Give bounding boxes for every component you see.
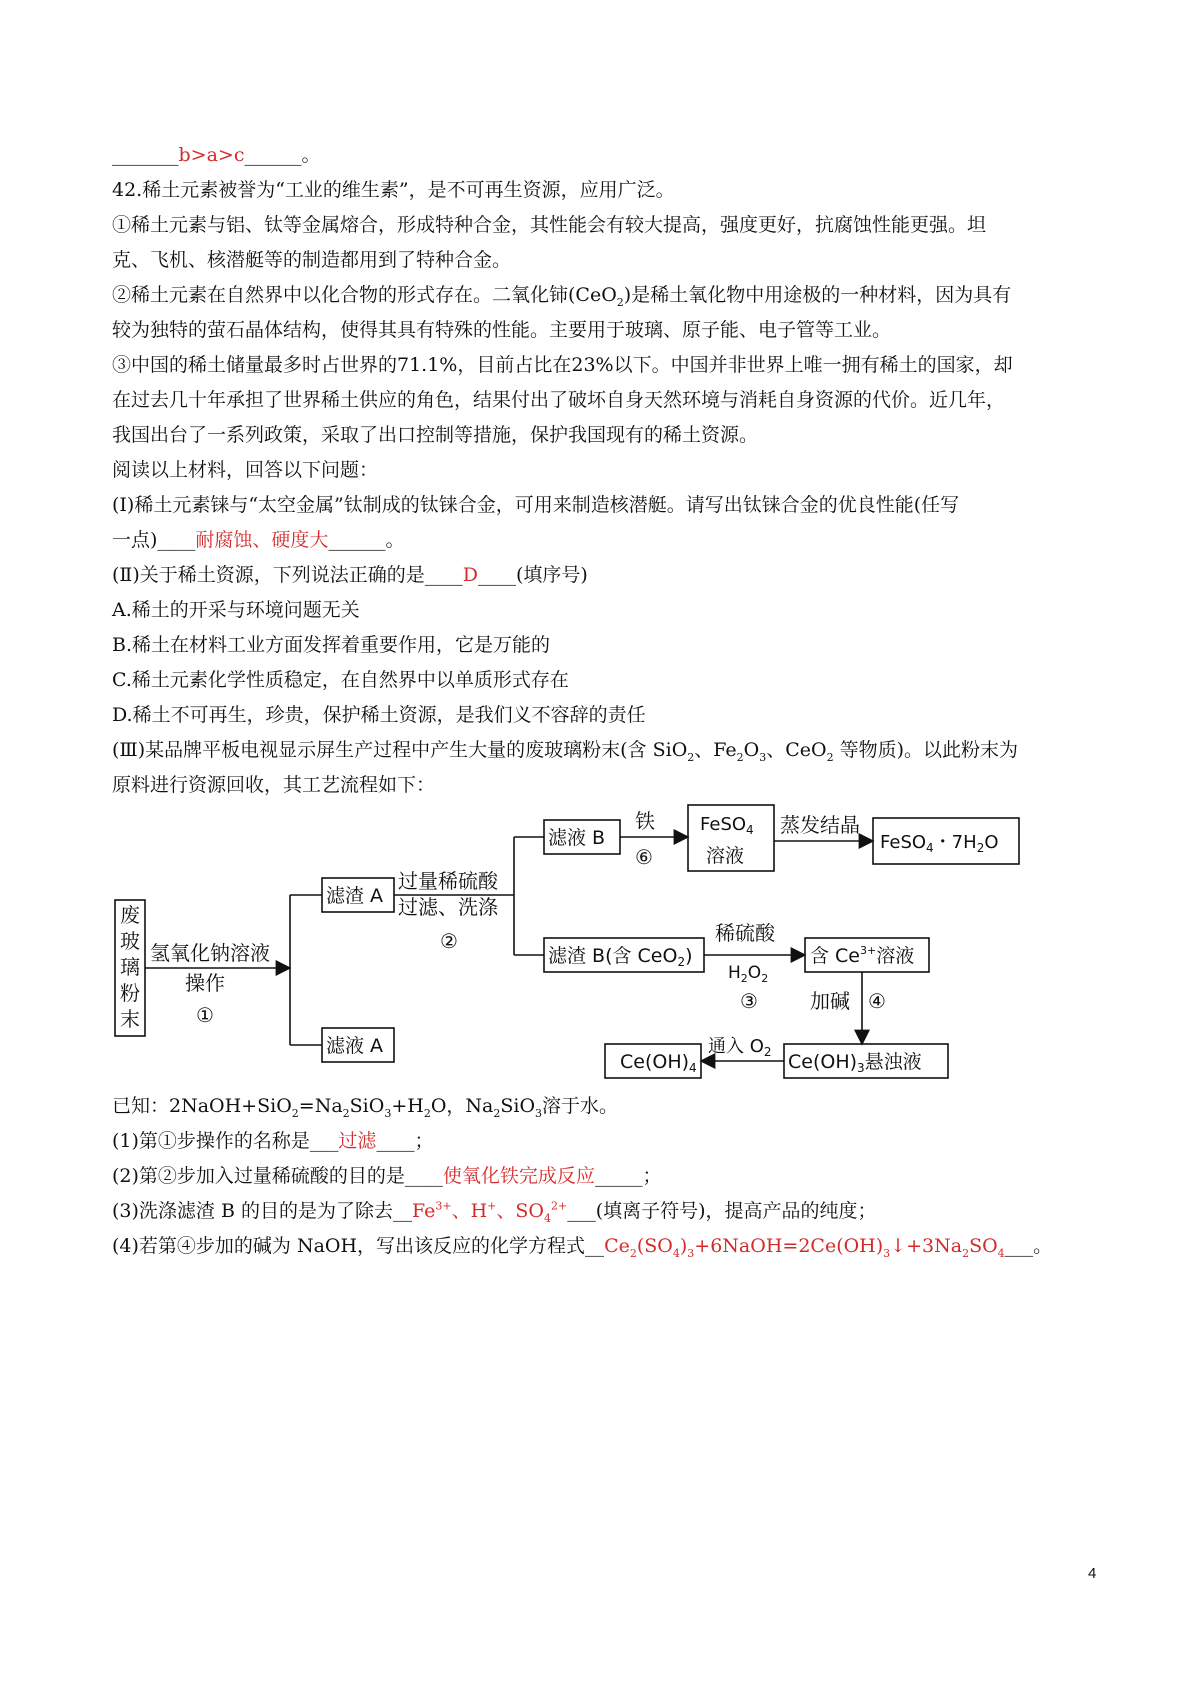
filtrate-b-label: 滤液 B (548, 827, 606, 849)
sub-question-2: (2)第②步加入过量稀硫酸的目的是____使氧化铁完成反应_____； (112, 1165, 662, 1187)
ce3-solution-label: 含 $Ce^{3+}$溶液 (810, 944, 915, 967)
feso4-solution-label: 溶液 (706, 845, 745, 867)
instruction-line: 阅读以上材料，回答以下问题： (112, 459, 379, 481)
step-4-label: ④ (868, 989, 886, 1013)
residue-a-label: 滤渣 A (326, 885, 384, 907)
question-title: 42.稀土元素被誉为“工业的维生素”，是不可再生资源，应用广泛。 (112, 179, 675, 201)
step-1-label: ① (196, 1003, 214, 1027)
naoh-label: 氢氧化钠溶液 (150, 941, 270, 965)
operation-label: 操作 (185, 971, 225, 995)
blank: ______。 (244, 144, 321, 166)
o2-label: 通入 $O_2$ (708, 1036, 772, 1059)
waste-char: 废 (120, 903, 140, 927)
evaporate-label: 蒸发结晶 (780, 813, 860, 837)
answer-line: (Ⅱ)关于稀土资源，下列说法正确的是____D____(填序号) (112, 564, 588, 586)
residue-b-label: 滤渣 B(含 CeO$_2$) (548, 945, 693, 969)
option-d: D.稀土不可再生，珍贵，保护稀土资源，是我们义不容辞的责任 (112, 704, 646, 726)
option-a: A.稀土的开采与环境问题无关 (112, 599, 360, 621)
answer-text: $Ce_2(SO_4)_3+6NaOH=2Ce(OH)_3↓+3Na_2SO_4$ (604, 1235, 1005, 1260)
filter-wash-label: 过滤、洗涤 (398, 895, 498, 919)
answer-text: b>a>c (178, 144, 245, 166)
iron-label: 铁 (635, 809, 655, 833)
question-line: (Ⅲ)某品牌平板电视显示屏生产过程中产生大量的废玻璃粉末(含 SiO$_2$、$Fe_2O_3$、CeO$_2$ 等物质)。以此粉末为 (112, 739, 1019, 764)
waste-char: 末 (120, 1007, 140, 1031)
sub-question-4: (4)若第④步加的碱为 NaOH，写出该反应的化学方程式$\_\_Ce_2(SO_4)_3+6NaOH=2Ce(OH)_3↓+3Na_2SO_4\_\_\_$。 (112, 1235, 1053, 1260)
paragraph-line: 在过去几十年承担了世界稀土供应的角色，结果付出了破坏自身天然环境与消耗自身资源的代价。近几年， (112, 389, 1006, 411)
answer-text: 使氧化铁完成反应 (442, 1165, 595, 1187)
ceoh4-label: $Ce(OH)_4$ (620, 1051, 697, 1075)
paragraph-line: 我国出台了一系列政策，采取了出口控制等措施，保护我国现有的稀土资源。 (112, 424, 759, 446)
paragraph-line: ③中国的稀土储量最多时占世界的71.1%，目前占比在23%以下。中国并非世界上唯一拥有稀土的国家，却 (112, 354, 1013, 376)
step-2-label: ② (440, 929, 458, 953)
paragraph-line: ②稀土元素在自然界中以化合物的形式存在。二氧化铈(CeO$_2$)是稀土氧化物中用途极的一种材料，因为具有 (112, 284, 1012, 309)
question-line: 原料进行资源回收，其工艺流程如下： (112, 774, 436, 796)
answer-line: 一点)____耐腐蚀、硬度大______。 (112, 529, 405, 551)
waste-char: 玻 (120, 929, 140, 953)
page-number: 4 (1088, 1565, 1097, 1582)
known-equation-line: 已知：$2NaOH+SiO_2=Na_2SiO_3+H_2O$，$Na_2SiO_3$溶于水。 (112, 1095, 619, 1120)
paragraph-line: 较为独特的萤石晶体结构，使得其具有特殊的性能。主要用于玻璃、原子能、电子管等工业。 (112, 319, 892, 341)
ceoh3-label: $Ce(OH)_3$悬浊液 (788, 1051, 922, 1075)
h2o2-label: $H_2O_2$ (728, 963, 769, 985)
answer-text: D (462, 564, 478, 586)
product-formula: FeSO$_4$・$7H_2O$ (880, 832, 999, 855)
answer-text: 过滤 (338, 1130, 377, 1152)
blank: _______ (112, 144, 179, 166)
paragraph-line: 克、飞机、核潜艇等的制造都用到了特种合金。 (112, 249, 512, 271)
option-b: B.稀土在材料工业方面发挥着重要作用，它是万能的 (112, 634, 551, 656)
sub-question-1: (1)第①步操作的名称是___过滤____； (112, 1130, 434, 1152)
add-base-label: 加碱 (810, 989, 850, 1013)
waste-char: 粉 (120, 981, 140, 1005)
question-line: (Ⅰ)稀土元素铼与“太空金属”钛制成的钛铼合金，可用来制造核潜艇。请写出钛铼合金的优良性能(任写 (112, 494, 960, 516)
step-6-label: ⑥ (635, 845, 653, 869)
sub-question-3: (3)洗涤滤渣 B 的目的是为了除去$\_\_Fe^{3+}$、H+、$SO_4^{2+}\_\_\_$(填离子符号)，提高产品的纯度； (112, 1199, 877, 1225)
dilute-acid-label: 稀硫酸 (715, 921, 775, 945)
filtrate-a-label: 滤液 A (326, 1035, 384, 1057)
previous-answer-line (112, 143, 321, 167)
paragraph-line: ①稀土元素与铝、钛等金属熔合，形成特种合金，其性能会有较大提高，强度更好，抗腐蚀性能更强。坦 (112, 214, 987, 236)
answer-text: 耐腐蚀、硬度大 (195, 529, 329, 551)
step-3-label: ③ (740, 989, 758, 1013)
option-c: C.稀土元素化学性质稳定，在自然界中以单质形式存在 (112, 669, 569, 691)
excess-acid-label: 过量稀硫酸 (398, 869, 498, 893)
feso4-formula: FeSO$_4$ (700, 814, 754, 837)
waste-char: 璃 (120, 955, 140, 979)
answer-text: $Fe^{3+}$、H+、$SO_4^{2+}$ (411, 1199, 568, 1225)
